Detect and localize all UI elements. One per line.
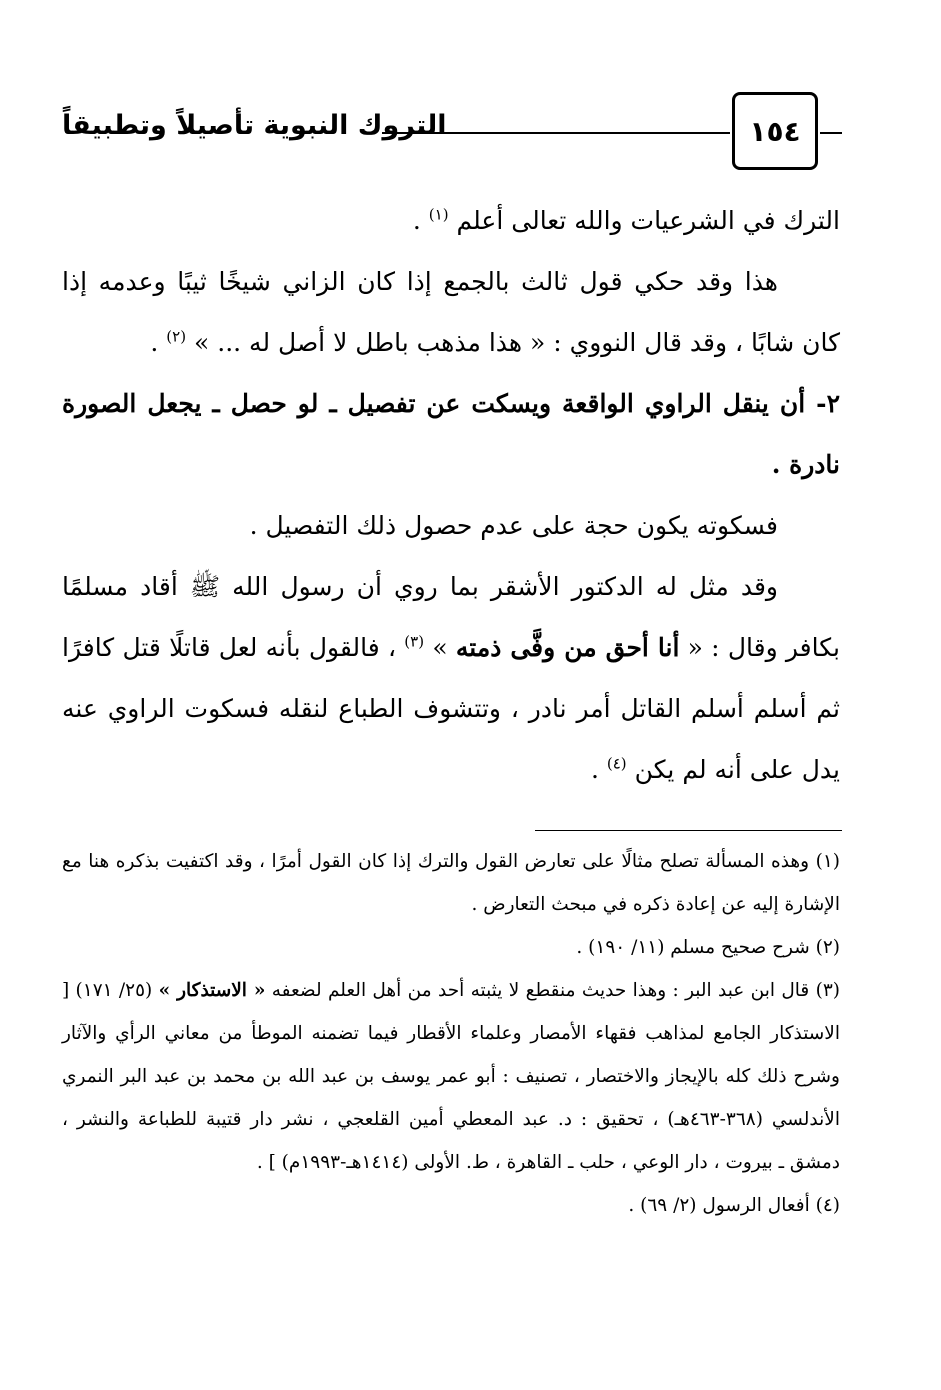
footnotes xyxy=(62,840,840,1227)
hadith-quote: أنا أحق من وفَّى ذمته xyxy=(455,633,680,662)
running-title: التروك النبوية تأصيلاً وتطبيقاً xyxy=(62,110,447,141)
header-rule-right xyxy=(820,132,842,134)
footnote-3: (٣) قال ابن عبد البر : وهذا حديث منقطع لا يثبته أحد من أهل العلم لضعفه « الاستذكار » (٢٥/ ١٧١) [ الاستذكار الجامع لمذاهب فقهاء الأمصار وعلماء الأقطار فيما تضمنه الموطأ من معاني الرأي والآثار وشرح ذلك كله بالإيجاز والاختصار ، تصنيف : أبو عمر يوسف بن عبد الله بن محمد بن عبد البر النمري الأندلسي (٣٦٨-٤٦٣هـ) ، تحقيق : د. عبد المعطي أمين القلعجي ، نشر دار قتيبة للطباعة والنشر ، دمشق ـ بيروت ، دار الوعي ، حلب ـ القاهرة ، ط. الأولى (١٤١٤هـ-١٩٩٣م) ] . xyxy=(62,980,840,1173)
paragraph-4: وقد مثل له الدكتور الأشقر بما روي أن رسول الله ﷺ أقاد مسلمًا بكافر وقال : « أنا أحق من وفَّى ذمته » $^{(٣)}$ ، فالقول بأنه لعل قاتلًا قتل كافرًا ثم أسلم أسلم القاتل أمر نادر ، وتتشوف الطباع لنقله فسكوت الراوي عنه يدل على أنه لم يكن $^{(٤)}$ . xyxy=(62,572,841,784)
page-header xyxy=(62,92,842,182)
header-rule xyxy=(382,132,730,134)
page-number: ١٥٤ xyxy=(732,92,818,170)
source-title: « الاستذكار » xyxy=(158,980,266,1001)
point-2-heading: ٢- أن ينقل الراوي الواقعة ويسكت عن تفصيل ـ لو حصل ـ يجعل الصورة نادرة . xyxy=(62,389,840,479)
footnote-4: (٤) أفعال الرسول (٢/ ٦٩) . xyxy=(628,1195,840,1216)
footnote-separator xyxy=(535,830,842,831)
footnote-ref-3: (٣) xyxy=(404,632,425,651)
footnote-ref-1: (١) xyxy=(428,205,449,224)
footnote-ref-4: (٤) xyxy=(606,754,627,773)
footnote-ref-2: (٢) xyxy=(166,327,187,346)
paragraph-2: هذا وقد حكي قول ثالث بالجمع إذا كان الزاني شيخًا ثيبًا وعدمه إذا كان شابًا ، وقد قال النووي : « هذا مذهب باطل لا أصل له ... » $^{(٢)}$ . xyxy=(62,267,840,357)
paragraph-1: الترك في الشرعيات والله تعالى أعلم $^{(١)}$ . xyxy=(412,205,840,235)
main-text xyxy=(62,190,840,800)
footnote-1: (١) وهذه المسألة تصلح مثالًا على تعارض القول والترك إذا كان القول أمرًا ، وقد اكتفيت بذكره هنا مع الإشارة إليه عن إعادة ذكره في مبحث التعارض . xyxy=(62,851,840,915)
paragraph-3: فسكوته يكون حجة على عدم حصول ذلك التفصيل . xyxy=(249,511,778,540)
footnote-2: (٢) شرح صحيح مسلم (١١/ ١٩٠) . xyxy=(576,937,840,958)
